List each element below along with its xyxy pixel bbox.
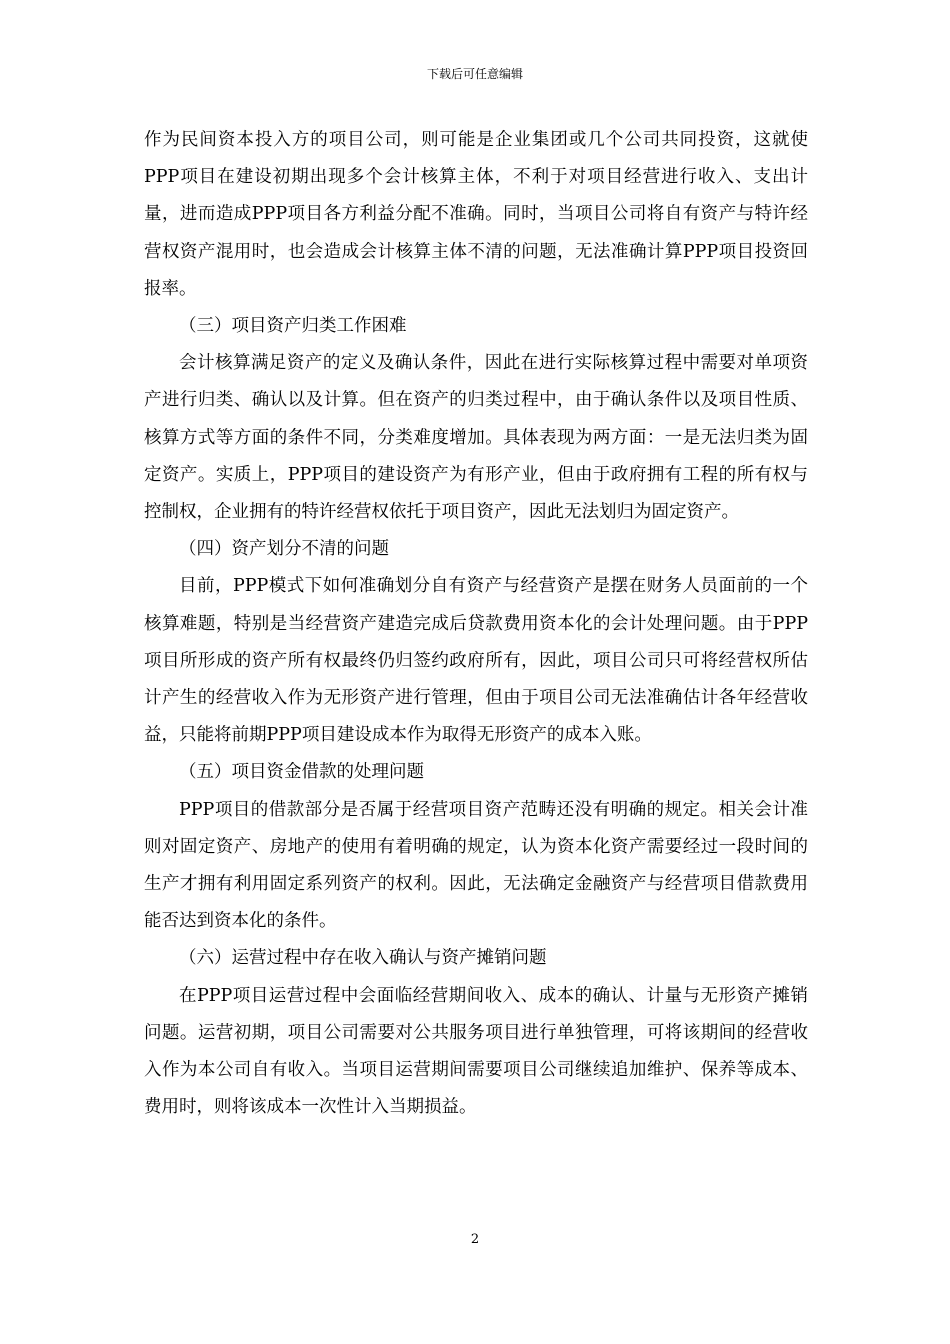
section-heading-4: （四）资产划分不清的问题 [179,539,389,560]
paragraph-continued: 作为民间资本投入方的项目公司，则可能是企业集团或几个公司共同投资，这就使PPP项目在建设初期出现多个会计核算主体，不利于对项目经营进行收入、支出计量，进而造成PPP项目各方利益分配不准确。同时，当项目公司将自有资产与特许经营权资产混用时，也会造成会计核算主体不清的问题，无法准确计算PPP项目投资回报率。 [144,130,808,299]
paragraph-section-5: PPP项目的借款部分是否属于经营项目资产范畴还没有明确的规定。相关会计准则对固定资产、房地产的使用有着明确的规定，认为资本化资产需要经过一段时间的生产才拥有利用固定系列资产的权利。因此，无法确定金融资产与经营项目借款费用能否达到资本化的条件。 [144,799,808,932]
document-body [144,122,808,1126]
section-heading-6: （六）运营过程中存在收入确认与资产摊销问题 [179,948,547,969]
section-heading-5: （五）项目资金借款的处理问题 [179,762,424,783]
paragraph-section-4: 目前，PPP模式下如何准确划分自有资产与经营资产是摆在财务人员面前的一个核算难题，特别是当经营资产建造完成后贷款费用资本化的会计处理问题。由于PPP项目所形成的资产所有权最终仍归签约政府所有，因此，项目公司只可将经营权所估计产生的经营收入作为无形资产进行管理，但由于项目公司无法准确估计各年经营收益，只能将前期PPP项目建设成本作为取得无形资产的成本入账。 [144,576,808,746]
page-number: 2 [470,1232,480,1247]
paragraph-section-6: 在PPP项目运营过程中会面临经营期间收入、成本的确认、计量与无形资产摊销问题。运营初期，项目公司需要对公共服务项目进行单独管理，可将该期间的经营收入作为本公司自有收入。当项目运营期间需要项目公司继续追加维护、保养等成本、费用时，则将该成本一次性计入当期损益。 [144,985,808,1118]
paragraph-section-3: 会计核算满足资产的定义及确认条件，因此在进行实际核算过程中需要对单项资产进行归类、确认以及计算。但在资产的归类过程中，由于确认条件以及项目性质、核算方式等方面的条件不同，分类难度增加。具体表现为两方面：一是无法归类为固定资产。实质上，PPP项目的建设资产为有形产业，但由于政府拥有工程的所有权与控制权，企业拥有的特许经营权依托于项目资产，因此无法划归为固定资产。 [144,353,808,523]
section-heading-3: （三）项目资产归类工作困难 [179,316,407,337]
page-header: 下载后可任意编辑 [426,67,523,81]
